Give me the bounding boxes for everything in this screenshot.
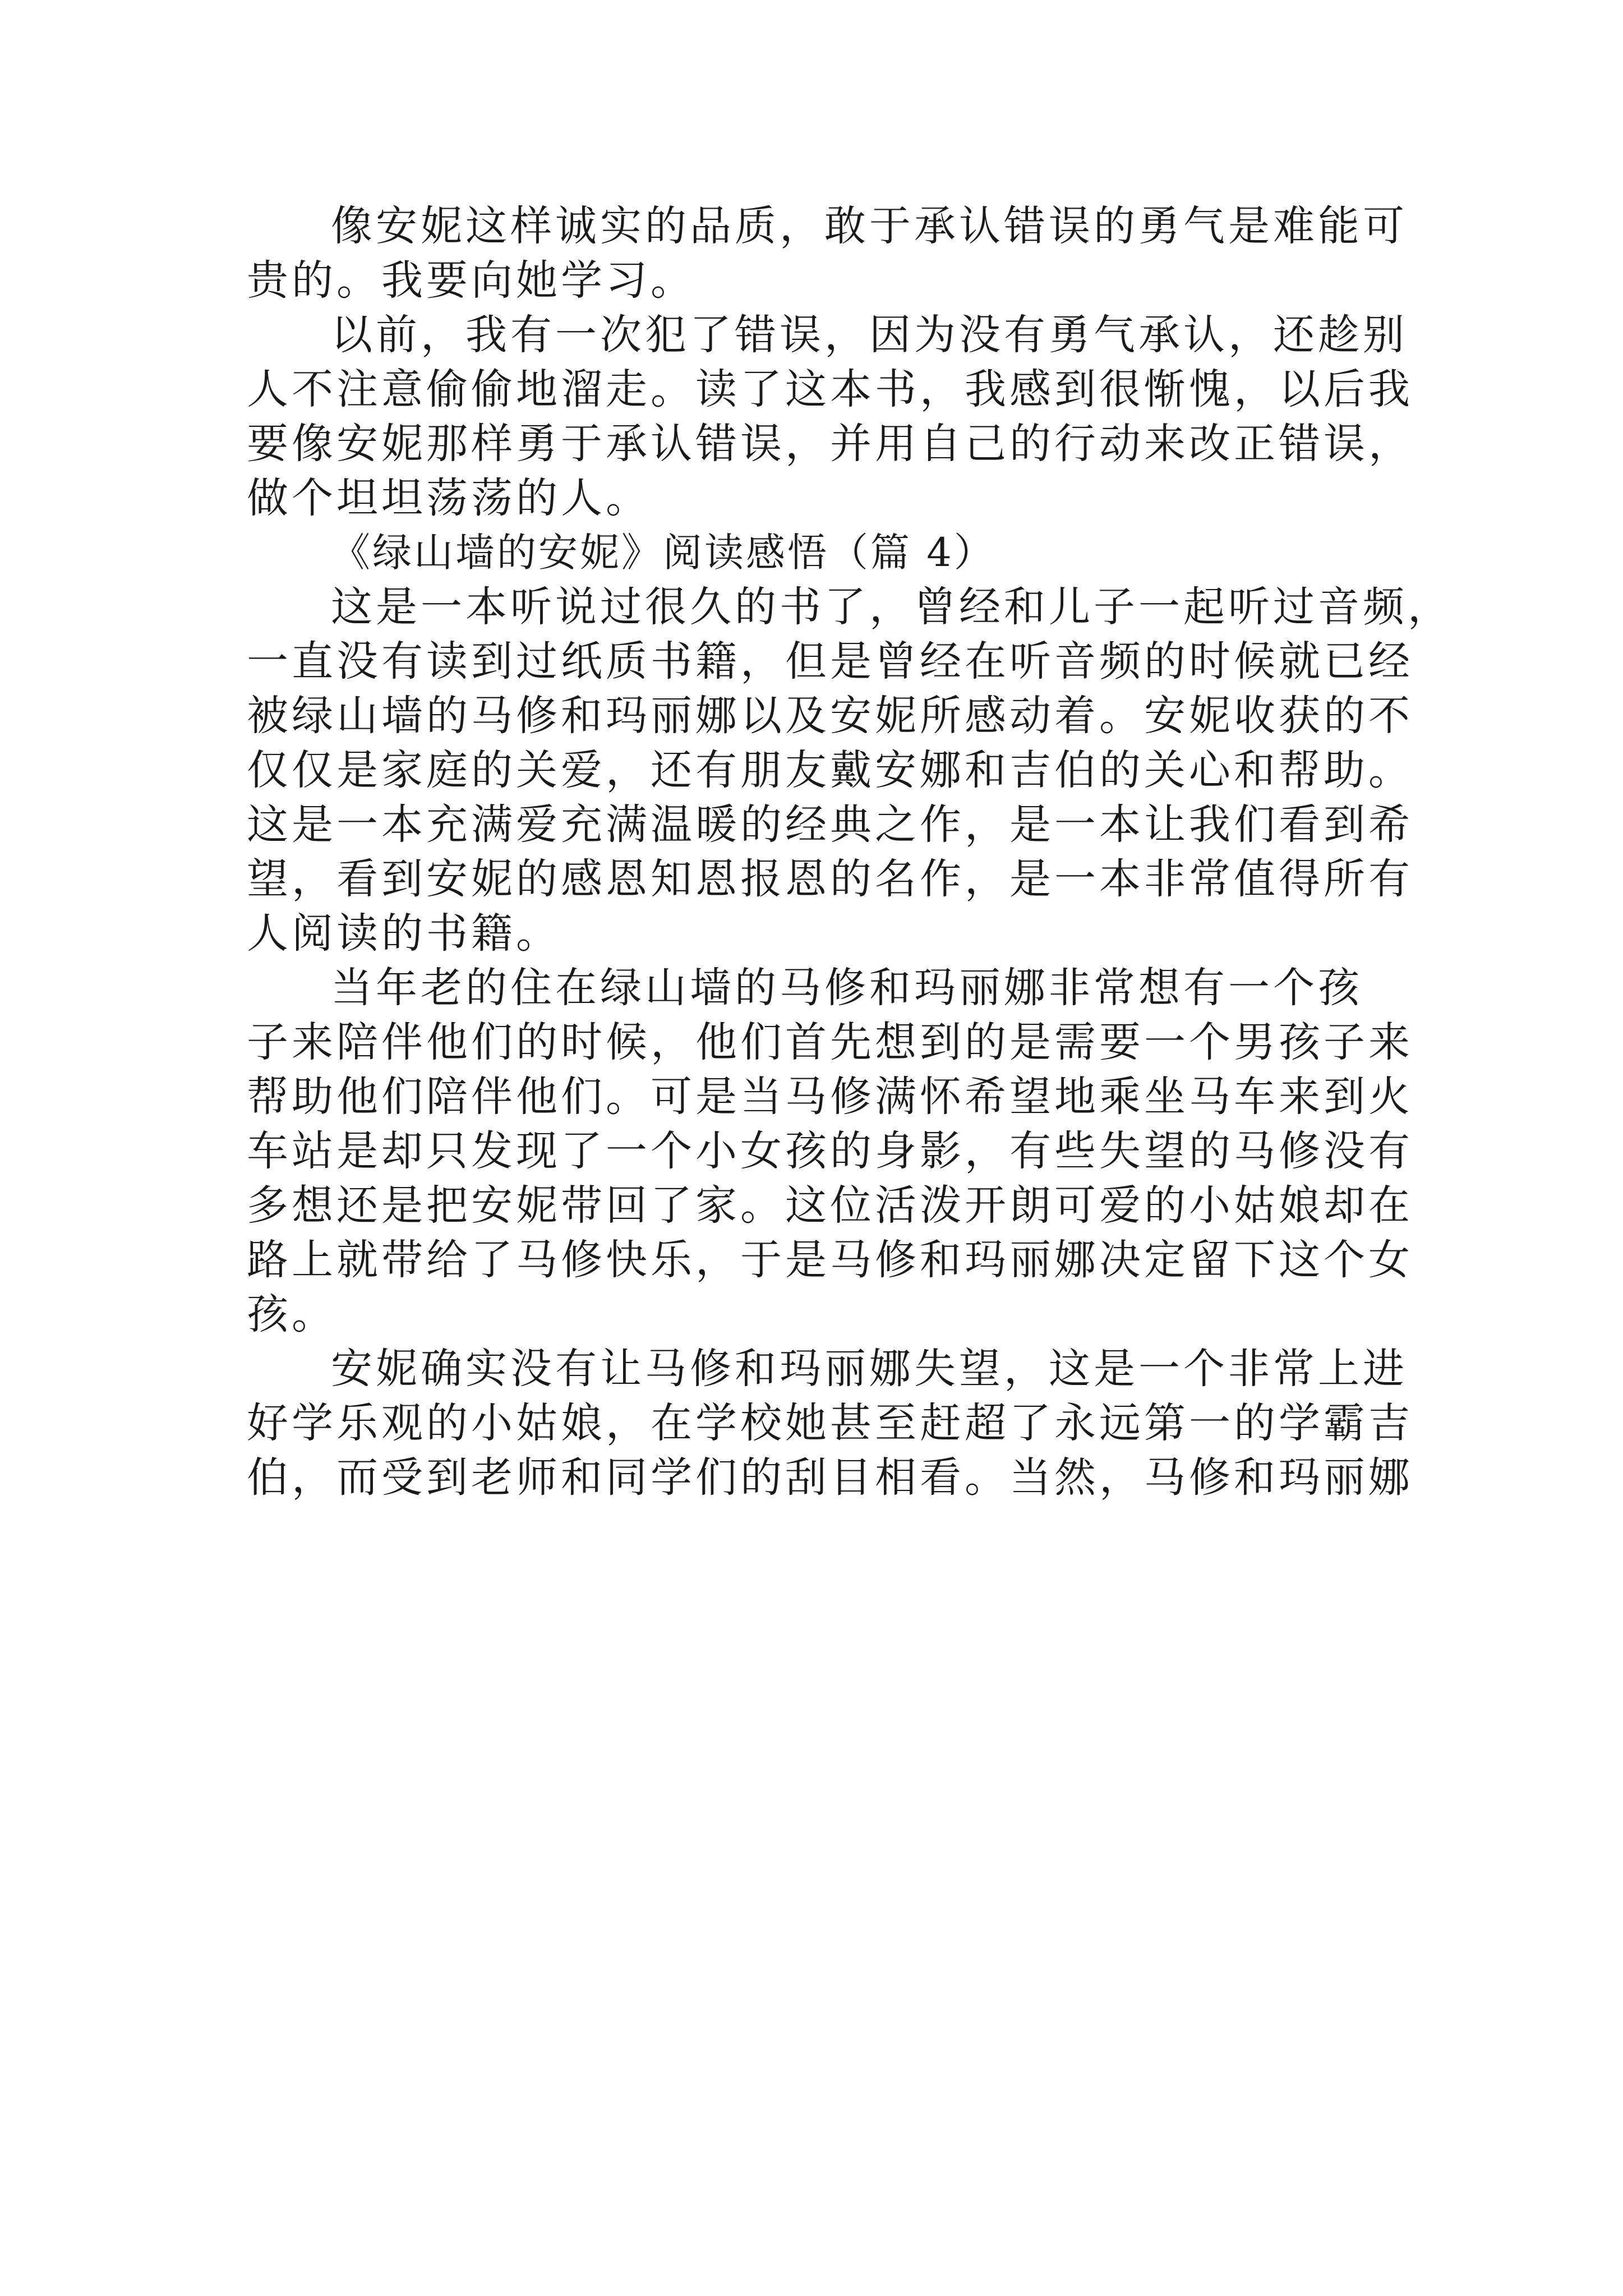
text-line: 车站是却只发现了一个小女孩的身影，有些失望的马修没有 bbox=[247, 1127, 1413, 1175]
text-line: 多想还是把安妮带回了家。这位活泼开朗可爱的小姑娘却在 bbox=[247, 1181, 1413, 1230]
section-title bbox=[247, 526, 1391, 580]
text-line: 贵的。我要向她学习。 bbox=[247, 256, 695, 305]
paragraph bbox=[247, 580, 1453, 961]
text-line: 仅仅是家庭的关爱，还有朋友戴安娜和吉伯的关心和帮助。 bbox=[247, 746, 1413, 794]
text-line: 子来陪伴他们的时候，他们首先想到的是需要一个男孩子来 bbox=[247, 1018, 1413, 1066]
text-line: 这是一本听说过很久的书了，曾经和儿子一起听过音频， bbox=[331, 583, 1453, 631]
text-line: 路上就带给了马修快乐，于是马修和玛丽娜决定留下这个女 bbox=[247, 1236, 1413, 1284]
text-line: 望，看到安妮的感恩知恩报恩的名作，是一本非常值得所有 bbox=[247, 855, 1413, 903]
text-line: 人不注意偷偷地溜走。读了这本书，我感到很惭愧，以后我 bbox=[247, 365, 1413, 413]
text-line: 帮助他们陪伴他们。可是当马修满怀希望地乘坐马车来到火 bbox=[247, 1073, 1413, 1121]
text-line: 伯，而受到老师和同学们的刮目相看。当然，马修和玛丽娜 bbox=[247, 1453, 1413, 1502]
text-line: 要像安妮那样勇于承认错误，并用自己的行动来改正错误， bbox=[247, 420, 1413, 468]
section-title-text: 《绿山墙的安妮》阅读感悟（篇 4） bbox=[331, 530, 995, 576]
text-line: 做个坦坦荡荡的人。 bbox=[247, 474, 651, 522]
text-line: 一直没有读到过纸质书籍，但是曾经在听音频的时候就已经 bbox=[247, 637, 1413, 685]
text-line: 人阅读的书籍。 bbox=[247, 909, 561, 958]
text-line: 孩。 bbox=[247, 1290, 336, 1338]
paragraph bbox=[247, 308, 1413, 526]
text-line: 好学乐观的小姑娘，在学校她甚至赶超了永远第一的学霸吉 bbox=[247, 1399, 1413, 1447]
paragraph bbox=[247, 961, 1413, 1342]
text-line: 以前，我有一次犯了错误，因为没有勇气承认，还趁别 bbox=[331, 311, 1408, 359]
text-line: 被绿山墙的马修和玛丽娜以及安妮所感动着。安妮收获的不 bbox=[247, 692, 1413, 740]
paragraph bbox=[247, 1342, 1413, 1505]
text-line: 这是一本充满爱充满温暖的经典之作，是一本让我们看到希 bbox=[247, 800, 1413, 849]
document-body bbox=[247, 199, 1453, 1505]
text-line: 像安妮这样诚实的品质，敢于承认错误的勇气是难能可 bbox=[331, 202, 1408, 250]
text-line: 安妮确实没有让马修和玛丽娜失望，这是一个非常上进 bbox=[331, 1345, 1408, 1393]
paragraph bbox=[247, 199, 1408, 308]
text-line: 当年老的住在绿山墙的马修和玛丽娜非常想有一个孩 bbox=[331, 964, 1363, 1012]
